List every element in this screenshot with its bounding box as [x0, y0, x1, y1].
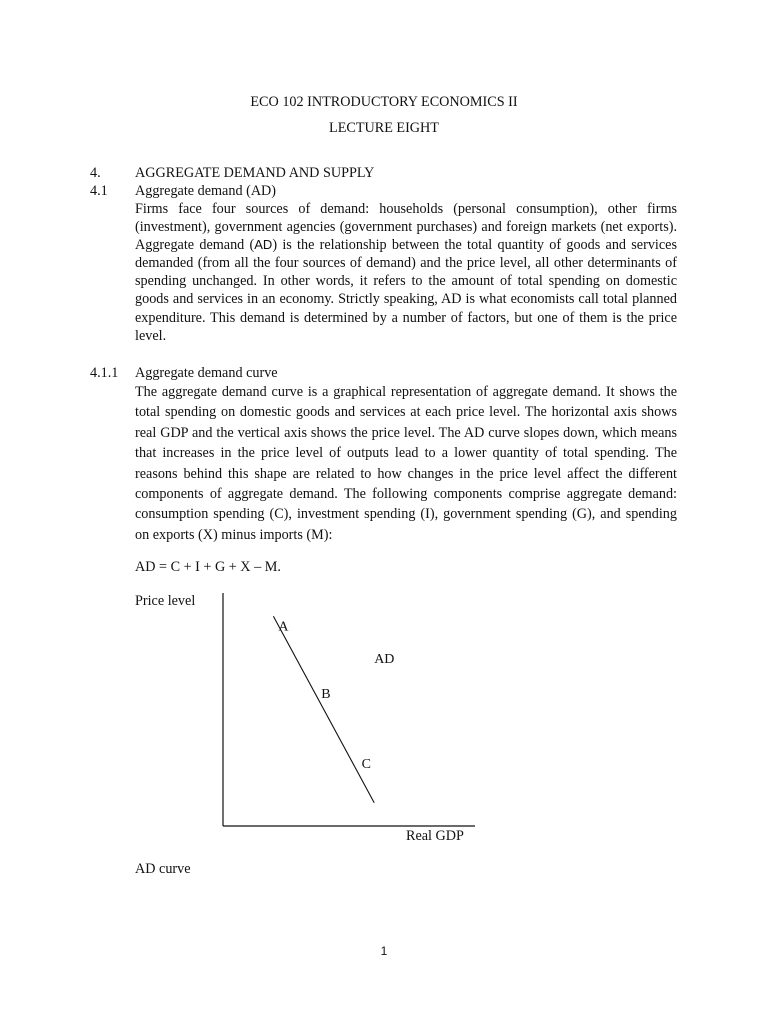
- x-axis-label: Real GDP: [406, 828, 464, 844]
- page-number: 1: [380, 944, 388, 958]
- paragraph-text-end: ) is the relationship between the total quantity of goods and services demanded (from all the four sources of demand) and the price level, all other determinants of spending unchanged. In other words, it refers to the amount of total spending on domestic goods and services in an economy. Strictly speaking, AD is what economists call total planned expenditure. This demand is determined by a number of factors, but one of them is the price level.: [135, 237, 677, 344]
- section-number: 4.: [90, 165, 101, 181]
- ad-curve-paragraph: The aggregate demand curve is a graphical representation of aggregate demand. It shows the total spending on domestic goods and services at each price level. The horizontal axis shows real GDP and the vertical axis shows the price level. The AD curve slopes down, which means that increases in the price level of outputs lead to a lower quantity of total spending. The reasons behind this shape are related to how changes in the price level affect the different components of aggregate demand. The following components comprise aggregate demand: consumption spending (C), investment spending (I), government spending (G), and spending on exports (X) minus imports (M):: [135, 384, 677, 543]
- y-axis-label: Price level: [135, 593, 196, 609]
- point-label-a: A: [278, 619, 289, 635]
- ad-equation: AD = C + I + G + X – M.: [135, 559, 281, 575]
- point-label-b: B: [321, 686, 331, 702]
- ad-curve-line: [273, 616, 374, 802]
- subsubsection-title: Aggregate demand curve: [135, 365, 278, 381]
- point-label-c: C: [361, 756, 371, 772]
- section-title: AGGREGATE DEMAND AND SUPPLY: [135, 165, 375, 181]
- figure-caption: AD curve: [135, 861, 191, 877]
- subsection-number: 4.1: [90, 183, 108, 199]
- paragraph-text-start: Firms face four sources of demand: households (personal consumption), other firms (investment), government agencies (government purchases) and foreign markets (net exports). Aggregate demand (: [135, 201, 677, 254]
- lecture-title: LECTURE EIGHT: [329, 120, 439, 136]
- curve-label-ad: AD: [374, 651, 395, 667]
- subsubsection-number: 4.1.1: [90, 365, 119, 381]
- subsection-title: Aggregate demand (AD): [135, 183, 277, 199]
- ad-abbreviation: AD: [254, 237, 273, 253]
- course-title: ECO 102 INTRODUCTORY ECONOMICS II: [250, 94, 518, 110]
